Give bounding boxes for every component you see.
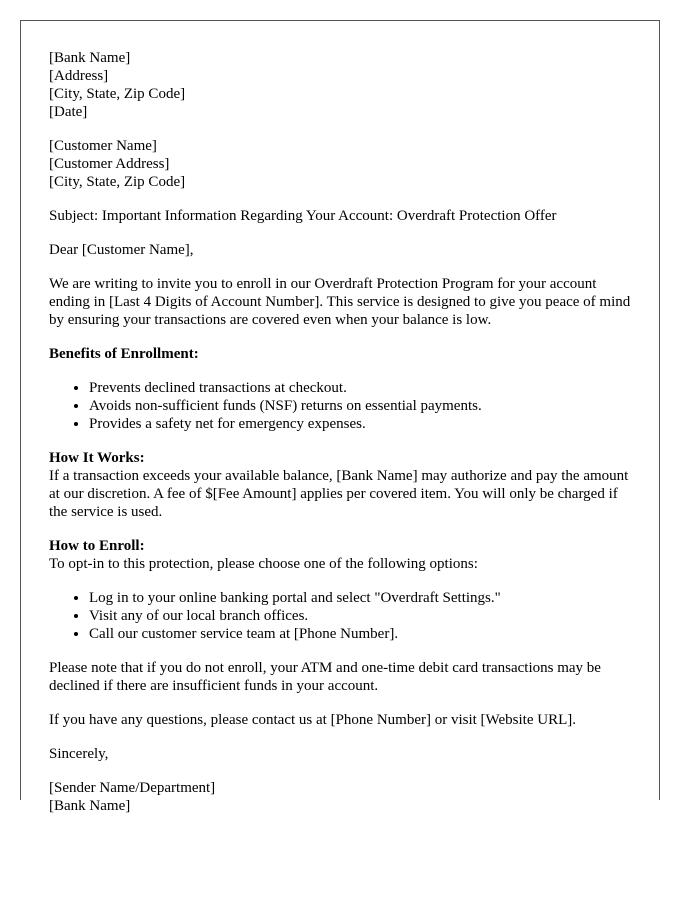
list-item: • Log in to your online banking portal and select "Overdraft Settings." — [89, 589, 631, 607]
signature-bank-name: [Bank Name] — [49, 798, 131, 814]
bank-city-state-zip: [City, State, Zip Code] — [49, 86, 186, 102]
list-item: • Provides a safety net for emergency expenses. — [89, 415, 631, 433]
letter-page — [20, 20, 660, 814]
salutation: Dear [Customer Name], — [49, 242, 194, 258]
note-paragraph: Please note that if you do not enroll, your ATM and one-time debit card transactions may be declined if there are insufficient funds in your account. — [49, 660, 601, 694]
recipient-address-block — [49, 137, 631, 191]
signature-block — [49, 779, 631, 815]
benefits-heading: Benefits of Enrollment: — [49, 346, 199, 362]
bank-address: [Address] — [49, 68, 109, 84]
customer-name: [Customer Name] — [49, 138, 157, 154]
letter-date: [Date] — [49, 104, 88, 120]
subject-line: Subject: Important Information Regarding Your Account: Overdraft Protection Offer — [49, 208, 557, 224]
how-it-works-text: If a transaction exceeds your available balance, [Bank Name] may authorize and pay the amount at our discretion. A fee of $[Fee Amount] applies per covered item. You will only be charged if the service is used. — [49, 468, 629, 520]
closing: Sincerely, — [49, 746, 109, 762]
how-to-enroll-text: To opt-in to this protection, please choose one of the following options: — [49, 556, 478, 572]
sender-address-block — [49, 49, 631, 121]
list-item: • Visit any of our local branch offices. — [89, 607, 631, 625]
how-it-works-heading: How It Works: — [49, 450, 145, 466]
customer-address: [Customer Address] — [49, 156, 170, 172]
enroll-options-list — [49, 589, 631, 643]
how-to-enroll-heading: How to Enroll: — [49, 538, 145, 554]
list-item: • Call our customer service team at [Phone Number]. — [89, 625, 631, 643]
questions-paragraph: If you have any questions, please contact us at [Phone Number] or visit [Website URL]. — [49, 712, 576, 728]
sender-name-department: [Sender Name/Department] — [49, 780, 216, 796]
how-it-works-section — [49, 449, 631, 521]
list-item: • Prevents declined transactions at checkout. — [89, 379, 631, 397]
benefits-list — [49, 379, 631, 433]
intro-paragraph: We are writing to invite you to enroll in our Overdraft Protection Program for your account ending in [Last 4 Digits of Account Number]. This service is designed to give you peace of mind by ensuring your transactions are covered even when your balance is low. — [49, 276, 631, 328]
bank-name: [Bank Name] — [49, 50, 131, 66]
list-item: • Avoids non-sufficient funds (NSF) returns on essential payments. — [89, 397, 631, 415]
letter-content — [21, 21, 659, 815]
customer-city-state-zip: [City, State, Zip Code] — [49, 174, 186, 190]
how-to-enroll-section — [49, 537, 631, 573]
benefits-heading-paragraph — [49, 345, 631, 363]
